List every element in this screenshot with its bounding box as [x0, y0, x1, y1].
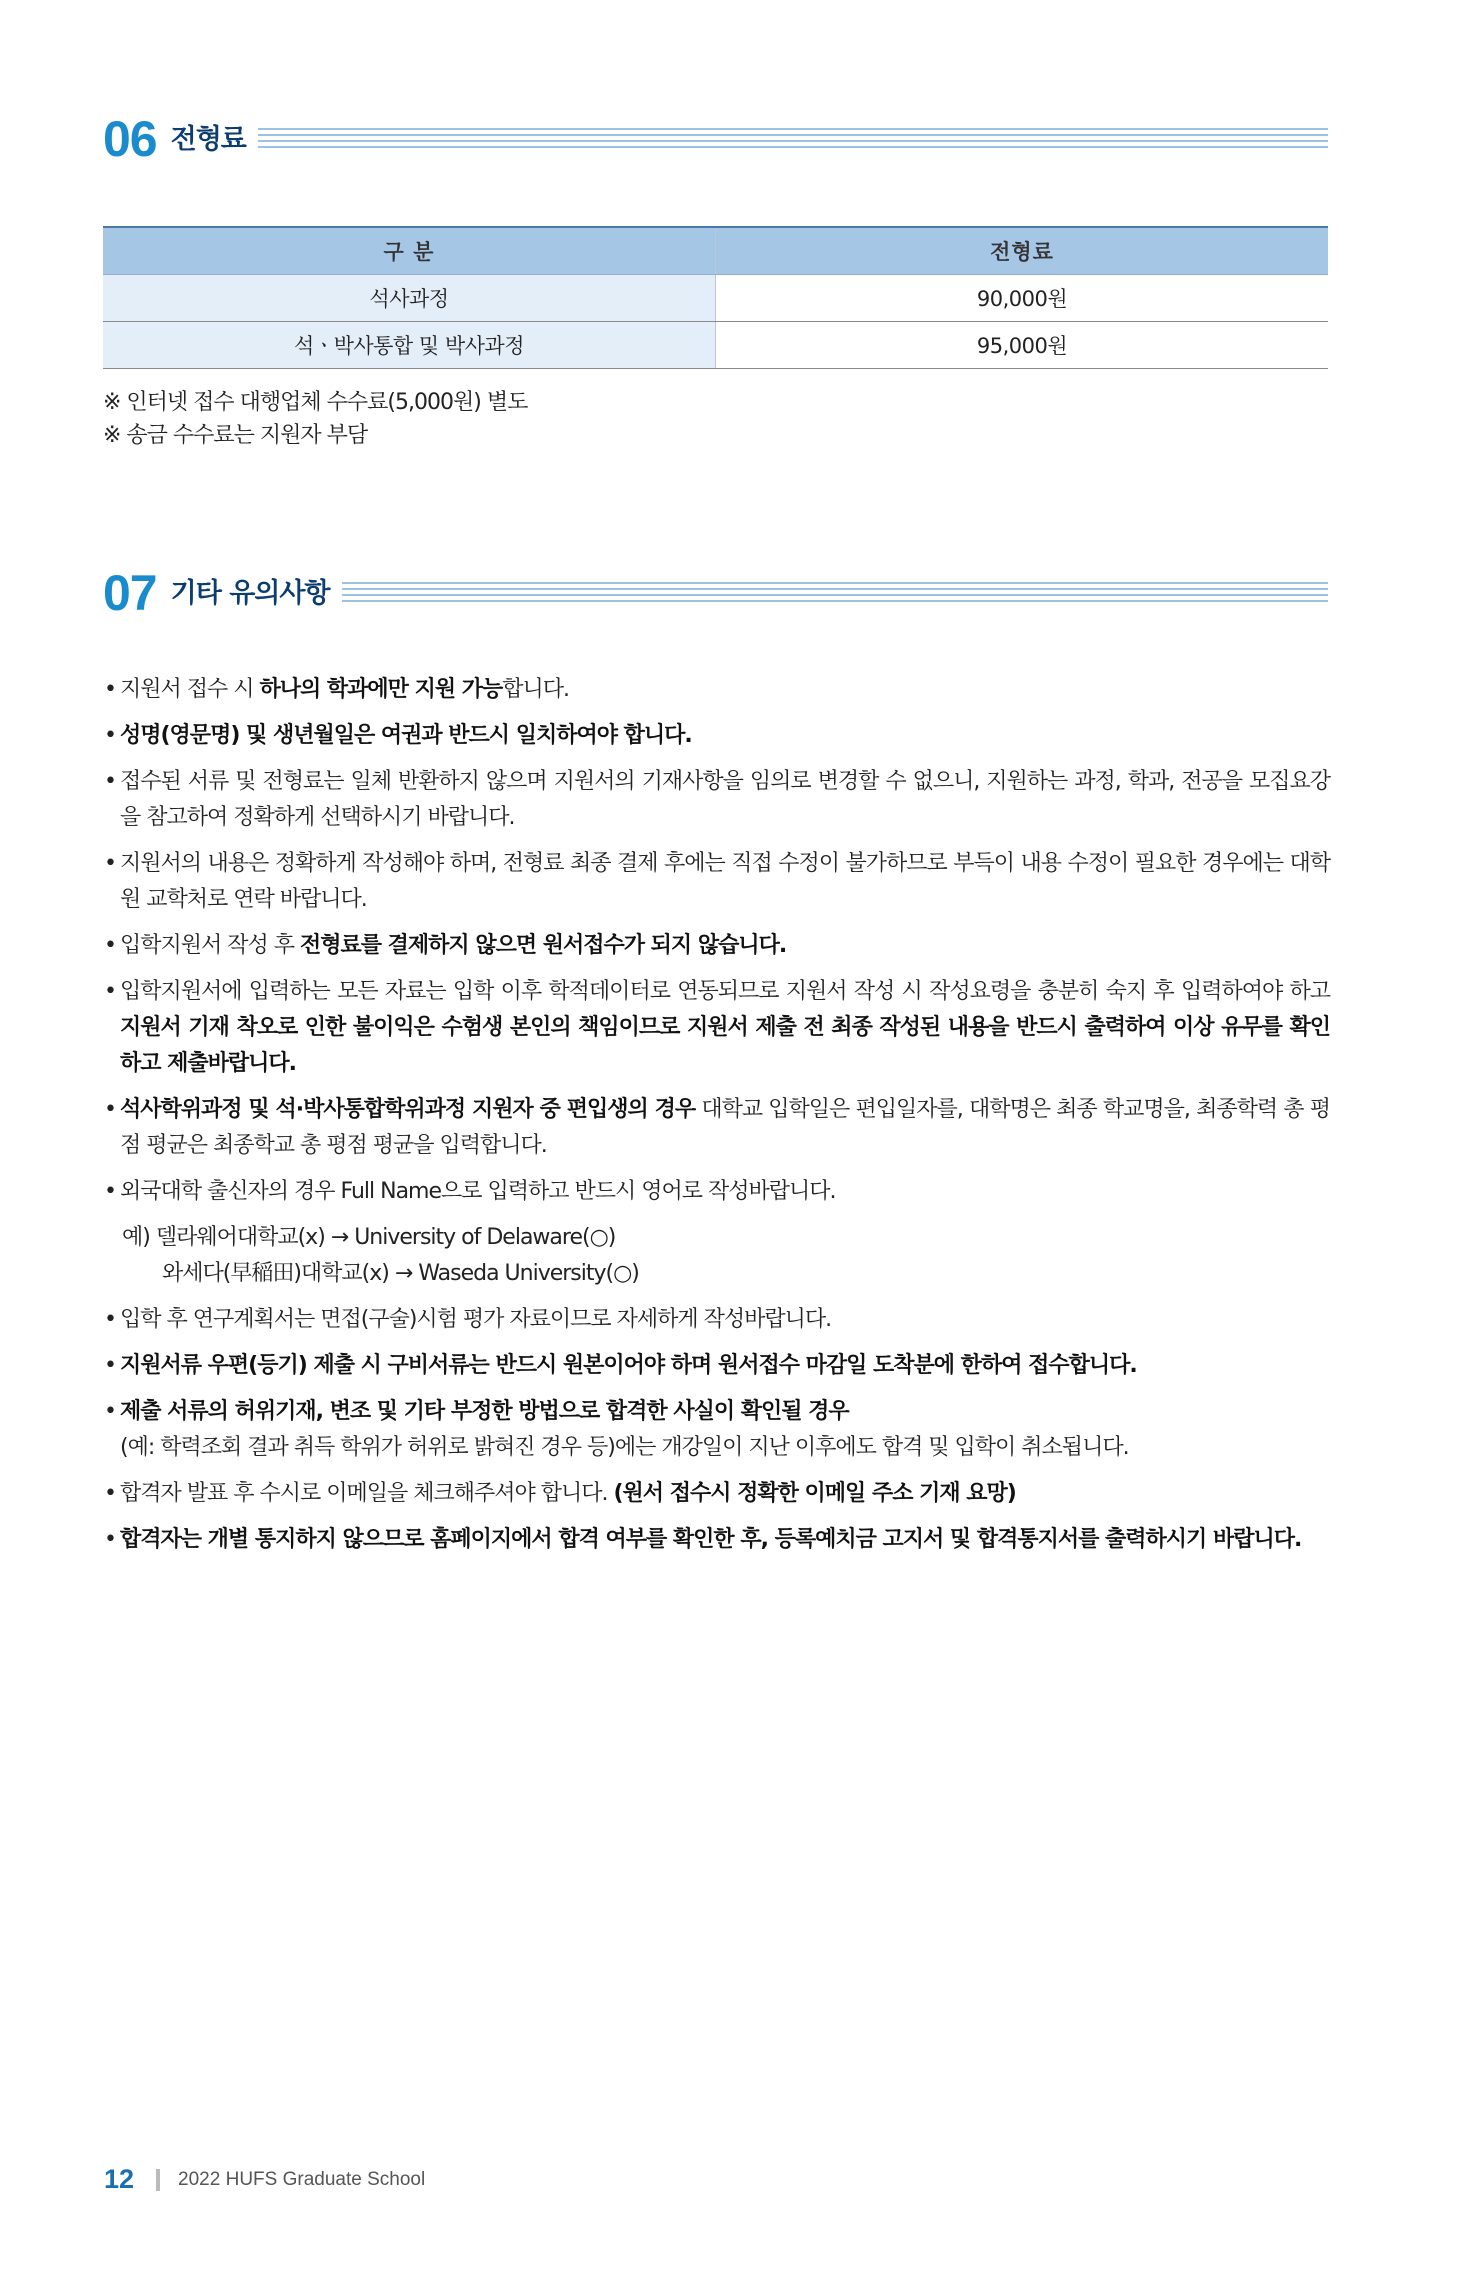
cell-category: 석사과정 — [103, 275, 716, 322]
list-item — [104, 1348, 1330, 1384]
list-item — [104, 1092, 1330, 1164]
bullet-icon: • — [104, 851, 116, 876]
bullet-icon: • — [104, 933, 116, 958]
section-title: 전형료 — [170, 123, 246, 155]
item-text: 합격자 발표 후 수시로 이메일을 체크해주셔야 합니다. — [120, 1481, 614, 1506]
section-header-06 — [103, 104, 1328, 174]
item-bold: 제출 서류의 허위기재, 변조 및 기타 부정한 방법으로 합격한 사실이 확인될 경우 — [120, 1399, 849, 1424]
example-block — [104, 1220, 1330, 1292]
decorative-lines — [258, 128, 1328, 150]
header-fee: 전형료 — [716, 227, 1329, 275]
list-item — [104, 846, 1330, 918]
section-header-07 — [103, 558, 1328, 628]
list-item — [104, 764, 1330, 836]
table-row — [103, 322, 1328, 369]
table-header-row — [103, 227, 1328, 275]
bullet-icon: • — [104, 1179, 116, 1204]
item-text: 접수된 서류 및 전형료는 일체 반환하지 않으며 지원서의 기재사항을 임의로 변경할 수 없으니, 지원하는 과정, 학과, 전공을 모집요강을 참고하여 정확하게 선택하시기 바랍니다. — [120, 769, 1330, 830]
list-item — [104, 672, 1330, 708]
item-text: 입학지원서 작성 후 — [120, 933, 300, 958]
fee-table — [103, 226, 1328, 369]
item-text: 입학지원서에 입력하는 모든 자료는 입학 이후 학적데이터로 연동되므로 지원서 작성 시 작성요령을 충분히 숙지 후 입력하여야 하고 — [120, 979, 1330, 1004]
bullet-icon: • — [104, 979, 116, 1004]
example-line: 예) 델라웨어대학교(x) → University of Delaware(○) — [122, 1225, 616, 1250]
item-text: 합니다. — [502, 677, 570, 702]
item-bold: (원서 접수시 정확한 이메일 주소 기재 요망) — [613, 1481, 1016, 1506]
bullet-icon: • — [104, 769, 116, 794]
section-number: 07 — [103, 565, 157, 621]
item-bold: 석사학위과정 및 석·박사통합학위과정 지원자 중 편입생의 경우 — [120, 1097, 696, 1122]
bullet-icon: • — [104, 1353, 116, 1378]
cell-category: 석ㆍ박사통합 및 박사과정 — [103, 322, 716, 369]
item-bold: 지원서류 우편(등기) 제출 시 구비서류는 반드시 원본이어야 하며 원서접수 마감일 도착분에 한하여 접수합니다. — [120, 1353, 1137, 1378]
note-line: ※ 송금 수수료는 지원자 부담 — [103, 423, 368, 448]
list-item — [104, 974, 1330, 1082]
bullet-icon: • — [104, 1481, 116, 1506]
item-bold: 하나의 학과에만 지원 가능 — [259, 677, 503, 702]
bullet-icon: • — [104, 1307, 116, 1332]
cell-fee: 90,000원 — [716, 275, 1329, 322]
section-title: 기타 유의사항 — [170, 577, 330, 609]
list-item — [104, 718, 1330, 754]
item-bold: 지원서 기재 착오로 인한 불이익은 수험생 본인의 책임이므로 지원서 제출 전 최종 작성된 내용을 반드시 출력하여 이상 유무를 확인하고 제출바랍니다. — [120, 1015, 1330, 1076]
table-row — [103, 275, 1328, 322]
footer-divider — [156, 2169, 160, 2191]
list-item — [104, 1174, 1330, 1210]
fee-notes — [103, 386, 527, 452]
bullet-icon: • — [104, 1097, 116, 1122]
notice-list — [104, 672, 1330, 1568]
bullet-icon: • — [104, 677, 116, 702]
list-item — [104, 1522, 1330, 1558]
bullet-icon: • — [104, 1399, 116, 1424]
item-bold: 전형료를 결제하지 않으면 원서접수가 되지 않습니다. — [300, 933, 787, 958]
item-bold: 합격자는 개별 통지하지 않으므로 홈페이지에서 합격 여부를 확인한 후, 등록예치금 고지서 및 합격통지서를 출력하시기 바랍니다. — [120, 1527, 1302, 1552]
decorative-lines — [342, 582, 1328, 604]
header-category: 구 분 — [103, 227, 716, 275]
page-footer — [104, 2164, 425, 2195]
page-number: 12 — [104, 2164, 135, 2194]
note-line: ※ 인터넷 접수 대행업체 수수료(5,000원) 별도 — [103, 390, 528, 415]
item-text: 외국대학 출신자의 경우 Full Name으로 입력하고 반드시 영어로 작성바랍니다. — [120, 1179, 836, 1204]
list-item — [104, 928, 1330, 964]
example-line: 와세다(早稲田)대학교(x) → Waseda University(○) — [162, 1261, 639, 1286]
item-text: 대학교 입학일은 편입일자를, 대학명은 최종 학교명을, 최종학력 총 평점 평균은 최종학교 총 평점 평균을 입력합니다. — [120, 1097, 1330, 1158]
bullet-icon: • — [104, 1527, 116, 1552]
item-bold: 성명(영문명) 및 생년월일은 여권과 반드시 일치하여야 합니다. — [120, 723, 692, 748]
list-item — [104, 1394, 1330, 1466]
section-number: 06 — [103, 111, 157, 167]
item-text: (예: 학력조회 결과 취득 학위가 허위로 밝혀진 경우 등)에는 개강일이 지난 이후에도 합격 및 입학이 취소됩니다. — [120, 1435, 1129, 1460]
item-text: 지원서의 내용은 정확하게 작성해야 하며, 전형료 최종 결제 후에는 직접 수정이 불가하므로 부득이 내용 수정이 필요한 경우에는 대학원 교학처로 연락 바랍니다. — [120, 851, 1330, 912]
list-item — [104, 1476, 1330, 1512]
bullet-icon: • — [104, 723, 116, 748]
footer-text: 2022 HUFS Graduate School — [178, 2168, 426, 2190]
cell-fee: 95,000원 — [716, 322, 1329, 369]
item-text: 지원서 접수 시 — [120, 677, 260, 702]
list-item — [104, 1302, 1330, 1338]
item-text: 입학 후 연구계획서는 면접(구술)시험 평가 자료이므로 자세하게 작성바랍니다. — [120, 1307, 832, 1332]
